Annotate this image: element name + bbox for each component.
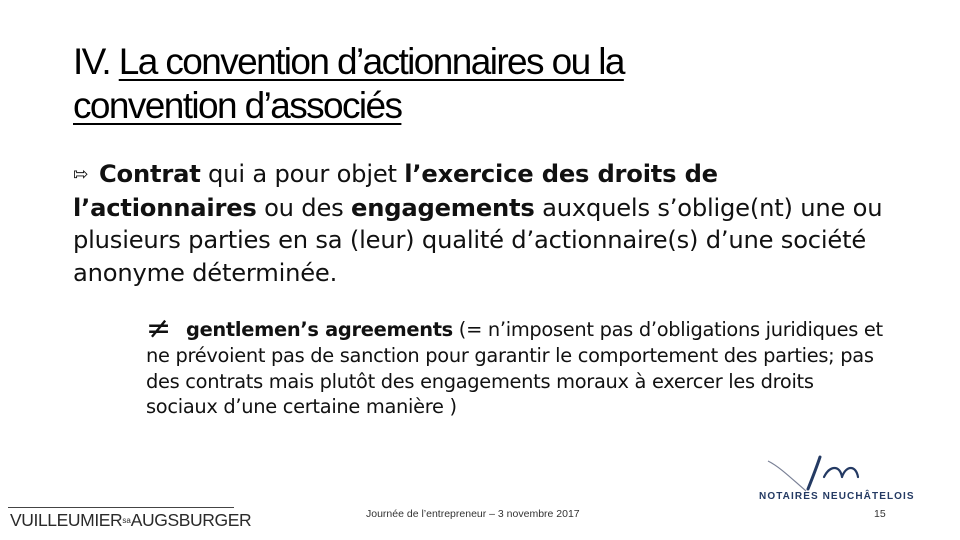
- arrow-bullet-icon: ⇰: [73, 164, 88, 185]
- notaires-logo-text: NOTAIRES NEUCHÂTELOIS: [759, 491, 915, 502]
- text-segment: ou des: [256, 193, 352, 222]
- main-paragraph: [73, 158, 903, 289]
- text-contrat: Contrat: [99, 160, 201, 188]
- logo-name: VUILLEUMIERsaAUGSBURGER: [10, 510, 252, 530]
- text-engagements: engagements: [351, 193, 535, 222]
- vuilleumier-augsburger-logo: [0, 503, 258, 537]
- text-segment: (= n’imposent pas d’obligations juridiques et ne prévoient pas de sanction pour garantir le comportement des parties; pas des contrats mais plutôt des engagements moraux à exercer les droits sociaux d’une certaine manière ): [146, 318, 883, 419]
- text-gentlemen-agreements: gentlemen’s agreements: [186, 318, 453, 341]
- title-prefix: IV.: [73, 41, 119, 82]
- title-line-2: convention d’associés: [73, 85, 402, 126]
- not-equal-icon: ≠: [146, 311, 171, 346]
- slide-title: [73, 40, 793, 128]
- notaires-neuchatelois-logo: [754, 455, 944, 507]
- text-segment: qui a pour objet: [200, 160, 405, 188]
- text-segment: auxquels s’oblige(nt) une ou plusieurs parties en sa (leur) qualité d’actionnaire(s) d’une société anonyme déterminée.: [73, 193, 883, 287]
- logo-rule: [8, 507, 234, 508]
- page-number: 15: [874, 508, 886, 520]
- footer-text: Journée de l’entrepreneur – 3 novembre 2017: [366, 508, 580, 520]
- title-line-1: La convention d’actionnaires ou la: [118, 41, 624, 82]
- notaires-logo-mark-icon: [754, 455, 944, 495]
- sub-paragraph: [146, 311, 886, 420]
- text-exercice-droits: l’exercice des droits de l’actionnaires: [73, 160, 718, 222]
